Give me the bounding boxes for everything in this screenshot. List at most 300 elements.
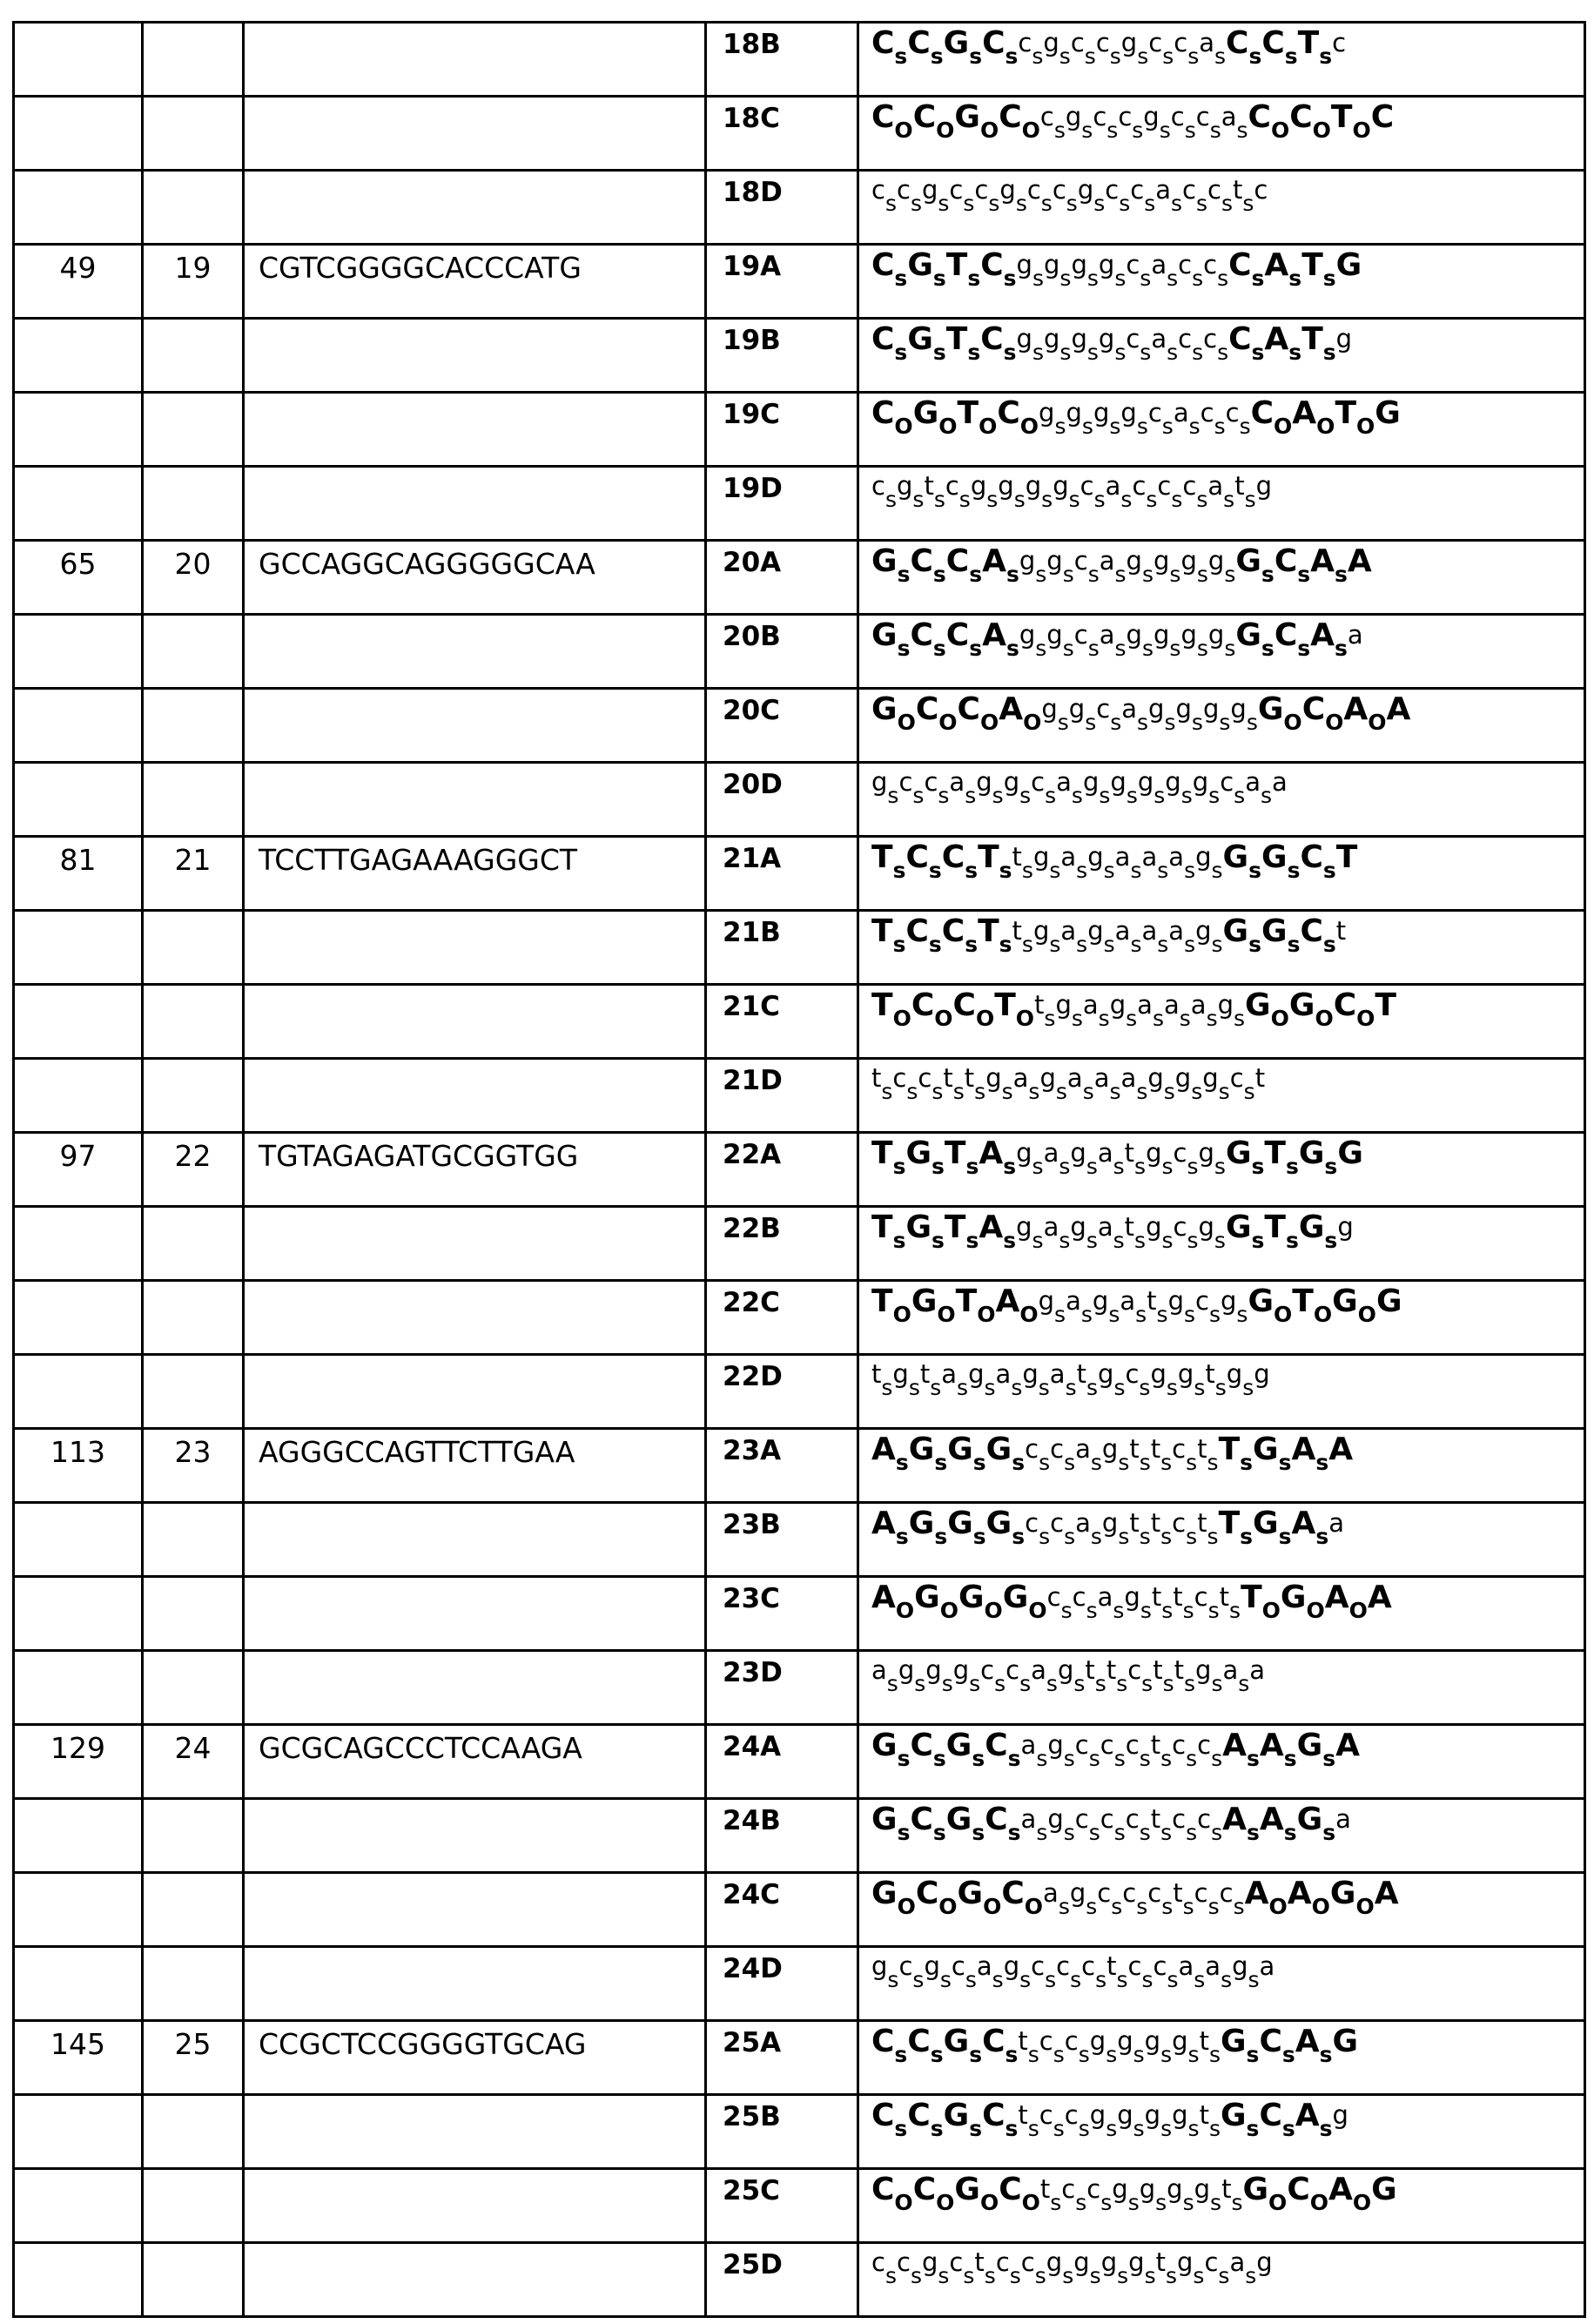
linkage-subscript: s: [1113, 1375, 1125, 1400]
nucleotide: T: [994, 987, 1016, 1023]
nucleotide: G: [1253, 1506, 1279, 1541]
compound-id-cell: 24B: [706, 1799, 858, 1873]
sequence-cell: [244, 2095, 706, 2169]
linkage-subscript: s: [1028, 1079, 1039, 1104]
nucleotide: A: [1260, 1728, 1284, 1763]
linkage-subscript: O: [1349, 1598, 1368, 1623]
linkage-subscript: s: [894, 2042, 907, 2067]
linkage-subscript: O: [1316, 414, 1335, 439]
linkage-subscript: O: [1315, 1006, 1333, 1031]
linkage-subscript: s: [1114, 1820, 1126, 1845]
linkage-subscript: s: [885, 487, 897, 512]
nucleotide: T: [1241, 1580, 1262, 1615]
linkage-subscript: s: [898, 636, 911, 661]
nucleotide: G: [1261, 913, 1288, 949]
linkage-subscript: s: [1234, 1006, 1245, 1031]
linkage-subscript: s: [1114, 266, 1126, 291]
nucleotide: G: [1003, 1580, 1029, 1615]
nucleotide: g: [1022, 1359, 1038, 1389]
linkage-subscript: s: [1019, 1671, 1031, 1696]
nucleotide: G: [1248, 1283, 1274, 1319]
linkage-subscript: s: [898, 1820, 911, 1845]
nucleotide: c: [1025, 1434, 1039, 1464]
nucleotide: T: [1292, 1283, 1314, 1319]
linkage-subscript: s: [1028, 2116, 1039, 2141]
nucleotide: C: [871, 2172, 894, 2207]
linkage-subscript: s: [963, 191, 974, 216]
linkage-subscript: s: [1110, 44, 1121, 69]
position-cell: 145: [14, 2021, 143, 2095]
nucleotide: A: [1264, 247, 1288, 283]
nucleotide: t: [1233, 175, 1242, 205]
linkage-subscript: s: [940, 1967, 952, 1992]
compound-id-cell: 25A: [706, 2021, 858, 2095]
linkage-subscript: s: [1086, 1154, 1098, 1179]
nucleotide: c: [1148, 28, 1162, 57]
nucleotide: C: [1261, 25, 1284, 61]
linkage-subscript: s: [1134, 1154, 1146, 1179]
nucleotide: c: [1100, 1730, 1114, 1760]
linkage-subscript: s: [1288, 858, 1301, 883]
nucleotide: a: [1151, 250, 1167, 280]
nucleotide: g: [1058, 1655, 1073, 1685]
linkage-subscript: s: [1237, 118, 1248, 143]
linkage-subscript: s: [881, 1079, 892, 1104]
seq-number-cell: 25: [143, 2021, 244, 2095]
linkage-subscript: s: [1128, 2190, 1140, 2215]
nucleotide: t: [1034, 990, 1044, 1020]
nucleotide: g: [1180, 546, 1196, 576]
nucleotide: G: [1299, 1135, 1325, 1171]
linkage-subscript: O: [1268, 2190, 1287, 2215]
nucleotide: a: [1021, 1730, 1037, 1760]
linkage-subscript: s: [1063, 562, 1074, 587]
nucleotide: a: [1174, 398, 1189, 428]
linkage-subscript: s: [972, 1746, 985, 1771]
position-cell: [14, 911, 143, 985]
compound-id-cell: 18D: [706, 171, 858, 245]
linkage-subscript: s: [1012, 1524, 1025, 1549]
linkage-subscript: s: [887, 1967, 898, 1992]
nucleotide: g: [1046, 546, 1062, 576]
nucleotide: a: [1178, 1951, 1194, 1981]
linkage-subscript: s: [1085, 710, 1096, 735]
linkage-subscript: s: [965, 932, 978, 957]
linkage-subscript: s: [931, 2116, 944, 2141]
linkage-subscript: s: [1252, 1228, 1265, 1253]
nucleotide: g: [1194, 2174, 1210, 2204]
linkage-subscript: s: [1003, 1154, 1016, 1179]
nucleotide: G: [913, 395, 939, 431]
linkage-subscript: s: [1183, 1894, 1194, 1919]
linkage-subscript: O: [1028, 1598, 1046, 1623]
linkage-subscript: s: [1072, 783, 1083, 808]
linkage-subscript: s: [1056, 1079, 1067, 1104]
table-row: [14, 97, 1585, 171]
nucleotide: G: [947, 1431, 973, 1467]
linkage-subscript: s: [1320, 2042, 1333, 2067]
nucleotide: A: [1368, 1580, 1392, 1615]
nucleotide: T: [945, 1209, 966, 1245]
seq-number-cell: [143, 1281, 244, 1355]
nucleotide: G: [944, 2098, 970, 2133]
nucleotide: g: [1017, 250, 1032, 280]
nucleotide: a: [1106, 471, 1121, 501]
sequence-cell: [244, 1947, 706, 2021]
linkage-subscript: s: [1184, 1302, 1195, 1327]
linkage-subscript: s: [1050, 2190, 1061, 2215]
nucleotide: c: [1031, 767, 1045, 797]
linkage-subscript: s: [973, 1524, 986, 1549]
nucleotide: c: [1174, 28, 1187, 57]
nucleotide: g: [1046, 620, 1062, 650]
sequence-cell: [244, 615, 706, 689]
seq-number-cell: [143, 1873, 244, 1947]
sequence-cell: [244, 2243, 706, 2317]
nucleotide: g: [871, 1951, 887, 1981]
linkage-subscript: s: [1002, 1079, 1013, 1104]
linkage-subscript: s: [1053, 2116, 1065, 2141]
nucleotide: C: [946, 543, 969, 579]
nucleotide: G: [909, 1431, 935, 1467]
linkage-subscript: s: [1221, 191, 1233, 216]
sequence-cell: [244, 985, 706, 1059]
nucleotide: C: [1275, 543, 1297, 579]
linkage-subscript: O: [983, 1894, 1001, 1919]
nucleotide: c: [871, 471, 885, 501]
modified-sequence-cell: [858, 393, 1585, 467]
linkage-subscript: s: [1070, 1967, 1081, 1992]
linkage-subscript: s: [1111, 1894, 1122, 1919]
nucleotide: G: [1258, 691, 1284, 727]
linkage-subscript: O: [894, 414, 912, 439]
nucleotide: T: [958, 395, 979, 431]
position-cell: [14, 467, 143, 541]
table-row: [14, 1725, 1585, 1799]
linkage-subscript: s: [1188, 2116, 1200, 2141]
linkage-subscript: s: [1181, 783, 1193, 808]
linkage-subscript: s: [1108, 1302, 1120, 1327]
linkage-subscript: s: [1184, 858, 1195, 883]
linkage-subscript: O: [1022, 118, 1040, 143]
nucleotide: a: [1151, 324, 1167, 354]
table-row: [14, 985, 1585, 1059]
nucleotide: t: [1151, 1508, 1160, 1538]
table-row: [14, 171, 1585, 245]
linkage-subscript: s: [1160, 2042, 1172, 2067]
linkage-subscript: s: [1032, 1154, 1044, 1179]
nucleotide: t: [1040, 2174, 1050, 2204]
linkage-subscript: s: [1008, 1820, 1021, 1845]
nucleotide: a: [1121, 1063, 1137, 1093]
linkage-subscript: s: [914, 1671, 925, 1696]
seq-number-cell: [143, 97, 244, 171]
nucleotide: g: [1120, 398, 1136, 428]
nucleotide: c: [1172, 1508, 1186, 1538]
nucleotide: g: [1110, 990, 1126, 1020]
table-row: [14, 1873, 1585, 1947]
nucleotide: t: [1173, 1582, 1182, 1612]
nucleotide: c: [1201, 398, 1214, 428]
compound-id-cell: 25B: [706, 2095, 858, 2169]
linkage-subscript: O: [936, 2190, 954, 2215]
nucleotide: g: [1199, 1138, 1214, 1168]
linkage-subscript: s: [1053, 2042, 1065, 2067]
position-cell: 49: [14, 245, 143, 319]
linkage-subscript: O: [1019, 1302, 1038, 1327]
linkage-subscript: s: [1059, 1894, 1070, 1919]
linkage-subscript: s: [1214, 414, 1226, 439]
linkage-subscript: s: [1224, 636, 1235, 661]
nucleotide: g: [1227, 1359, 1242, 1389]
linkage-subscript: s: [912, 783, 924, 808]
nucleotide: C: [1259, 2024, 1281, 2059]
nucleotide: t: [1200, 2026, 1209, 2056]
linkage-subscript: O: [937, 1302, 955, 1327]
sequence-cell: AGGGCCAGTTCTTGAA: [244, 1429, 706, 1503]
linkage-subscript: s: [972, 1820, 985, 1845]
nucleotide: a: [1021, 1804, 1037, 1834]
compound-id-cell: 24A: [706, 1725, 858, 1799]
linkage-subscript: s: [1209, 2116, 1221, 2141]
nucleotide: a: [1272, 767, 1288, 797]
linkage-subscript: s: [1209, 2042, 1221, 2067]
linkage-subscript: s: [1157, 932, 1168, 957]
nucleotide: g: [1143, 102, 1159, 131]
linkage-subscript: s: [969, 44, 982, 69]
nucleotide: C: [1300, 839, 1322, 875]
table-row: [14, 541, 1585, 615]
modified-sequence-cell: [858, 1429, 1585, 1503]
linkage-subscript: s: [1028, 2042, 1039, 2067]
nucleotide: t: [1012, 916, 1022, 946]
linkage-subscript: s: [1032, 340, 1044, 365]
modified-sequence-cell: [858, 689, 1585, 763]
sequence-cell: CCGCTCCGGGGTGCAG: [244, 2021, 706, 2095]
nucleotide: g: [1172, 2026, 1187, 2056]
linkage-subscript: O: [894, 2190, 912, 2215]
linkage-subscript: O: [977, 1302, 995, 1327]
nucleotide: A: [871, 1506, 896, 1541]
seq-number-cell: [143, 1799, 244, 1873]
nucleotide: A: [1328, 2172, 1353, 2207]
nucleotide: a: [1075, 1434, 1091, 1464]
linkage-subscript: s: [1297, 636, 1310, 661]
linkage-subscript: s: [1039, 1524, 1050, 1549]
linkage-subscript: s: [1090, 2263, 1101, 2288]
nucleotide: g: [1066, 398, 1081, 428]
linkage-subscript: s: [1223, 487, 1234, 512]
linkage-subscript: s: [896, 1524, 909, 1549]
linkage-subscript: s: [1247, 710, 1258, 735]
linkage-subscript: s: [1086, 1228, 1098, 1253]
linkage-subscript: s: [931, 44, 944, 69]
nucleotide: c: [1056, 1951, 1070, 1981]
nucleotide: c: [1025, 1508, 1039, 1538]
linkage-subscript: s: [1169, 562, 1180, 587]
nucleotide: g: [1165, 767, 1180, 797]
nucleotide: c: [871, 2247, 885, 2277]
sequence-cell: [244, 763, 706, 837]
nucleotide: g: [1256, 471, 1272, 501]
linkage-subscript: s: [1214, 44, 1226, 69]
linkage-subscript: s: [1137, 414, 1148, 439]
linkage-subscript: s: [1032, 44, 1043, 69]
table-row: [14, 1133, 1585, 1207]
linkage-subscript: s: [1019, 1967, 1031, 1992]
nucleotide: g: [1016, 1138, 1032, 1168]
nucleotide: g: [1039, 1063, 1055, 1093]
nucleotide: A: [1387, 691, 1411, 727]
modified-sequence-cell: [858, 1651, 1585, 1725]
linkage-subscript: s: [1217, 266, 1228, 291]
linkage-subscript: s: [1184, 1671, 1195, 1696]
modified-sequence-cell: [858, 245, 1585, 319]
nucleotide: g: [1153, 546, 1169, 576]
modified-sequence-cell: [858, 1947, 1585, 2021]
nucleotide: G: [1223, 839, 1249, 875]
linkage-subscript: s: [912, 1967, 924, 1992]
nucleotide: C: [871, 2024, 894, 2059]
position-cell: [14, 1059, 143, 1133]
nucleotide: g: [1127, 620, 1142, 650]
linkage-subscript: s: [1335, 636, 1348, 661]
nucleotide: T: [978, 913, 999, 949]
nucleotide: C: [980, 247, 1003, 283]
nucleotide: g: [1232, 1951, 1248, 1981]
linkage-subscript: s: [1116, 1671, 1127, 1696]
linkage-subscript: s: [1145, 2263, 1156, 2288]
seq-number-cell: [143, 763, 244, 837]
linkage-subscript: s: [1016, 191, 1027, 216]
linkage-subscript: O: [1020, 414, 1039, 439]
nucleotide: T: [1335, 395, 1356, 431]
nucleotide: G: [1376, 1283, 1402, 1319]
nucleotide: c: [952, 1951, 965, 1981]
linkage-subscript: s: [934, 487, 945, 512]
linkage-subscript: s: [1140, 1450, 1151, 1475]
linkage-subscript: O: [1269, 1894, 1288, 1919]
modified-sequence-cell: [858, 911, 1585, 985]
nucleotide: g: [1195, 842, 1211, 872]
linkage-subscript: s: [1064, 1746, 1075, 1771]
nucleotide: G: [1332, 1283, 1358, 1319]
nucleotide: C: [907, 2024, 930, 2059]
nucleotide: c: [1073, 1582, 1086, 1612]
nucleotide: T: [1375, 987, 1396, 1023]
nucleotide: C: [910, 617, 932, 653]
linkage-subscript: s: [1039, 1450, 1050, 1475]
linkage-subscript: s: [1186, 1746, 1197, 1771]
nucleotide: C: [1259, 2098, 1281, 2133]
nucleotide: g: [898, 1655, 914, 1685]
table-row: [14, 1577, 1585, 1651]
linkage-subscript: s: [1284, 1820, 1297, 1845]
linkage-subscript: s: [1058, 710, 1069, 735]
linkage-subscript: s: [1247, 1820, 1260, 1845]
linkage-subscript: s: [1297, 562, 1310, 587]
nucleotide: a: [1060, 916, 1076, 946]
linkage-subscript: s: [1118, 1450, 1129, 1475]
nucleotide: G: [958, 1580, 985, 1615]
seq-number-cell: [143, 2169, 244, 2243]
nucleotide: a: [1137, 990, 1153, 1020]
nucleotide: c: [1050, 1508, 1064, 1538]
nucleotide: T: [871, 1135, 893, 1171]
linkage-subscript: s: [1011, 1375, 1022, 1400]
linkage-subscript: s: [1192, 710, 1203, 735]
linkage-subscript: s: [1217, 340, 1228, 365]
nucleotide: a: [1098, 1582, 1113, 1612]
linkage-subscript: s: [1163, 1671, 1174, 1696]
compound-id-cell: 22B: [706, 1207, 858, 1281]
linkage-subscript: s: [1036, 1820, 1047, 1845]
linkage-subscript: s: [1014, 487, 1026, 512]
linkage-subscript: s: [1252, 340, 1265, 365]
linkage-subscript: s: [1194, 1375, 1205, 1400]
linkage-subscript: s: [1323, 932, 1336, 957]
linkage-subscript: s: [1322, 1746, 1335, 1771]
modified-sequence-cell: [858, 541, 1585, 615]
nucleotide: g: [1117, 2026, 1133, 2056]
nucleotide: a: [1141, 842, 1157, 872]
seq-number-cell: [143, 23, 244, 97]
nucleotide: c: [1074, 546, 1088, 576]
sequence-cell: GCGCAGCCCTCCAAGA: [244, 1725, 706, 1799]
nucleotide: A: [979, 1209, 1003, 1245]
nucleotide: G: [1221, 2024, 1247, 2059]
nucleotide: G: [1336, 247, 1362, 283]
position-cell: [14, 689, 143, 763]
compound-id-cell: 20C: [706, 689, 858, 763]
seq-number-cell: [143, 615, 244, 689]
nucleotide: G: [1242, 2172, 1268, 2207]
nucleotide: c: [1074, 620, 1088, 650]
nucleotide: c: [1220, 1878, 1234, 1908]
nucleotide: t: [1200, 2100, 1209, 2130]
nucleotide: A: [1310, 617, 1335, 653]
nucleotide: G: [1223, 913, 1249, 949]
seq-number-cell: [143, 467, 244, 541]
nucleotide: c: [1182, 471, 1196, 501]
linkage-subscript: s: [1140, 1524, 1151, 1549]
linkage-subscript: s: [1231, 2190, 1242, 2215]
nucleotide: a: [1098, 1138, 1113, 1168]
linkage-subscript: s: [1261, 562, 1275, 587]
linkage-subscript: s: [1136, 1894, 1147, 1919]
nucleotide: t: [1156, 2247, 1166, 2277]
nucleotide: a: [1120, 1286, 1135, 1316]
nucleotide: c: [1065, 2026, 1079, 2056]
nucleotide: t: [920, 1359, 930, 1389]
nucleotide: g: [1175, 1063, 1191, 1093]
linkage-subscript: s: [992, 783, 1004, 808]
position-cell: 97: [14, 1133, 143, 1207]
nucleotide: c: [949, 2247, 963, 2277]
linkage-subscript: s: [911, 2263, 922, 2288]
nucleotide: g: [1178, 1359, 1194, 1389]
linkage-subscript: s: [1059, 1154, 1070, 1179]
linkage-subscript: s: [933, 1746, 946, 1771]
linkage-subscript: s: [1187, 44, 1199, 69]
linkage-subscript: s: [1214, 1154, 1226, 1179]
linkage-subscript: s: [1004, 340, 1017, 365]
modified-sequence-cell: [858, 2169, 1585, 2243]
nucleotide: a: [871, 1655, 887, 1685]
nucleotide: g: [1055, 990, 1071, 1020]
nucleotide: a: [1066, 1286, 1081, 1316]
linkage-subscript: s: [934, 1450, 947, 1475]
